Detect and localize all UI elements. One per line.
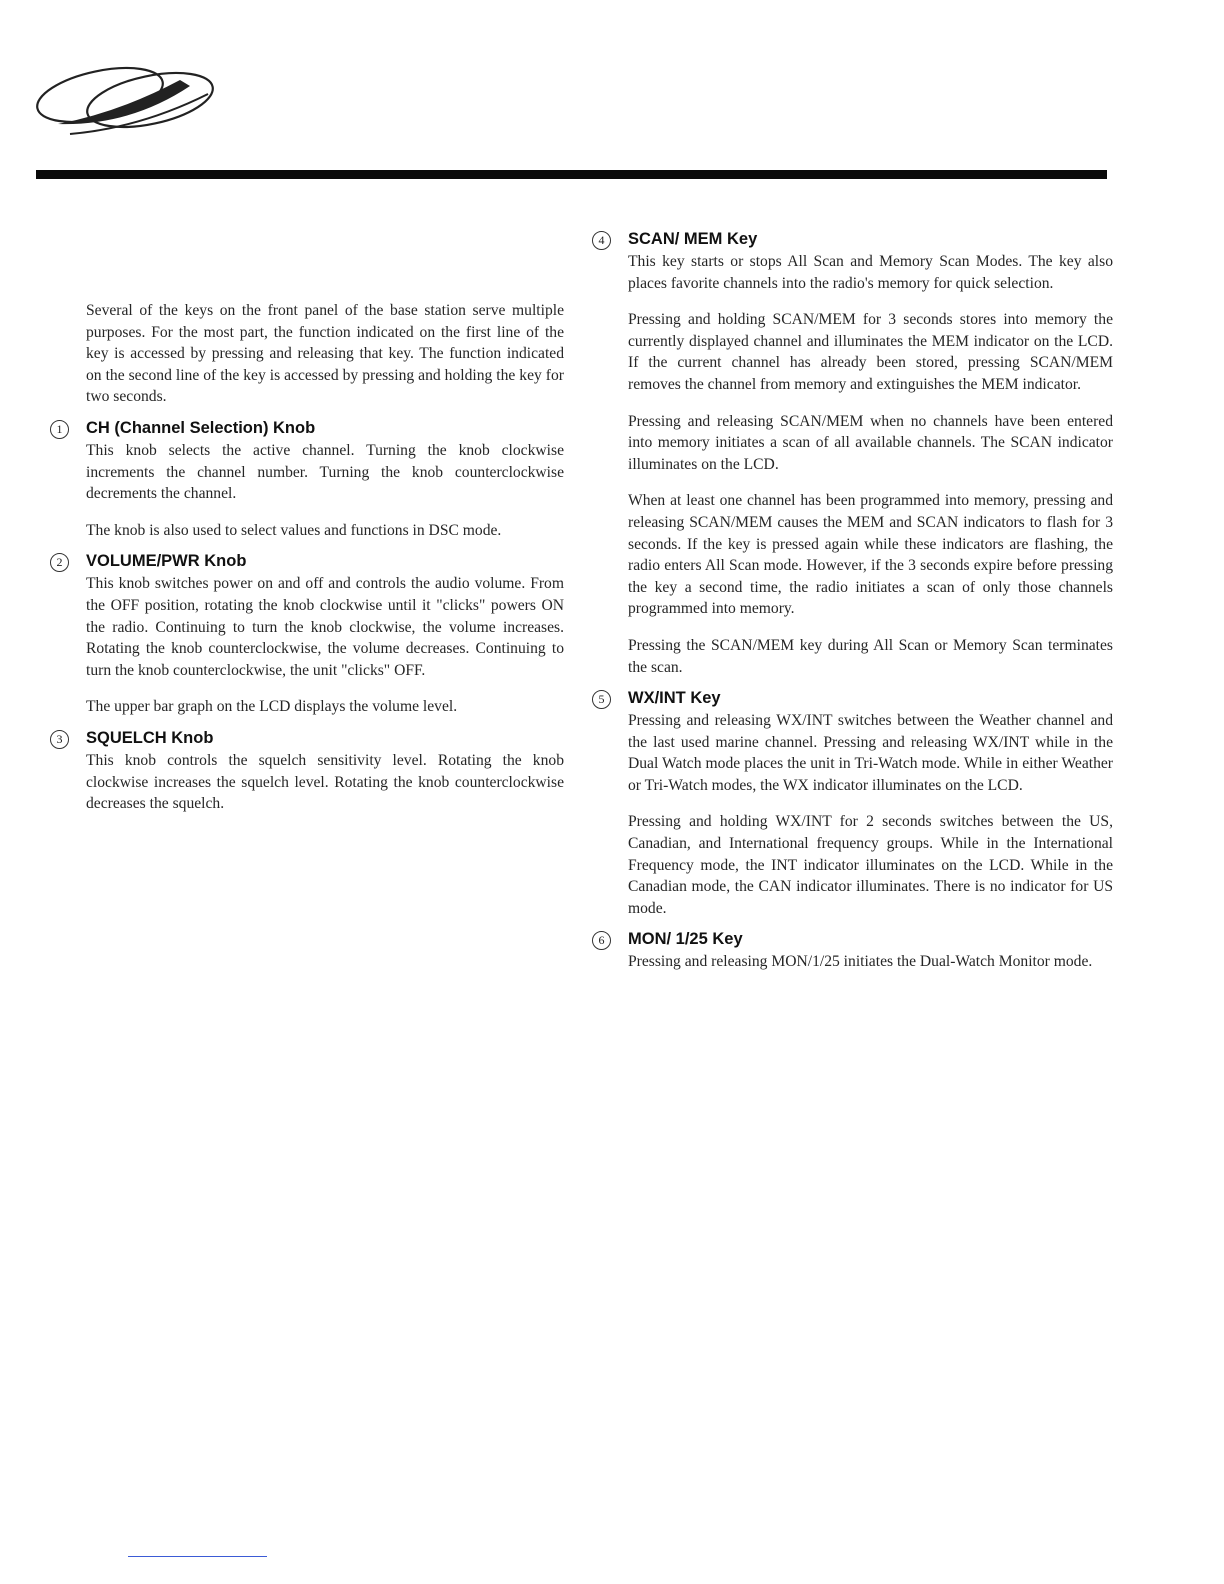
item-wx-int-key (598, 688, 1113, 919)
item-paragraph: When at least one channel has been programmed into memory, pressing and releasing SCAN/MEM causes the MEM and SCAN indicators to flash for 3 seconds. If the key is pressed again while these indicators are flashing, the radio enters All Scan mode. However, if the 3 seconds expire before pressing the key a second time, the radio initiates a scan of only those channels programmed into memory. (628, 492, 1113, 618)
item-title: CH (Channel Selection) Knob (86, 418, 316, 437)
item-title: WX/INT Key (628, 689, 721, 708)
header-rule (36, 170, 1107, 179)
number-1-icon: 1 (50, 420, 69, 439)
number-5-icon: 5 (592, 690, 611, 709)
item-paragraph: Pressing and holding SCAN/MEM for 3 seconds stores into memory the currently displayed channel and illuminates the MEM indicator on the LCD. If the current channel has already been stored, pressing SCAN/MEM removes the channel from memory and extinguishes the MEM indicator. (628, 311, 1113, 393)
item-ch-knob (56, 418, 564, 541)
item-title: MON/ 1/25 Key (628, 930, 743, 949)
number-3-icon: 3 (50, 730, 69, 749)
item-title: VOLUME/PWR Knob (86, 552, 247, 571)
number-6-icon: 6 (592, 931, 611, 950)
item-mon-key (598, 929, 1113, 973)
left-column (56, 300, 564, 815)
item-paragraph: Pressing and holding WX/INT for 2 seconds switches between the US, Canadian, and International frequency groups. While in the International Frequency mode, the INT indicator illuminates on the LCD. While in the Canadian mode, the CAN indicator illuminates. There is no indicator for US mode. (628, 813, 1113, 917)
item-paragraph: Pressing and releasing MON/1/25 initiates the Dual-Watch Monitor mode. (628, 953, 1093, 971)
item-paragraph: The knob is also used to select values and functions in DSC mode. (86, 521, 502, 539)
item-paragraph: Pressing and releasing SCAN/MEM when no channels have been entered into memory initiates a scan of all available channels. The SCAN indicator illuminates on the LCD. (628, 412, 1113, 473)
item-paragraph: Pressing and releasing WX/INT switches between the Weather channel and the last used marine channel. Pressing and releasing WX/INT while in the Dual Watch mode places the unit in Tri-Watch mode. While in either Weather or Tri-Watch modes, the WX indicator illuminates on the LCD. (628, 712, 1113, 794)
item-paragraph: This knob switches power on and off and controls the audio volume. From the OFF position, rotating the knob clockwise until it "clicks" powers ON the radio. Continuing to turn the knob clockwise, the volume increases. Rotating the knob counterclockwise, the volume decreases. Continuing to turn the knob counterclockwise, the unit "clicks" OFF. (86, 575, 564, 679)
number-4-icon: 4 (592, 231, 611, 250)
item-title: SQUELCH Knob (86, 728, 214, 747)
item-paragraph: Pressing the SCAN/MEM key during All Scan or Memory Scan terminates the scan. (628, 636, 1113, 676)
item-title: SCAN/ MEM Key (628, 230, 758, 248)
item-paragraph: This knob selects the active channel. Turning the knob clockwise increments the channel number. Turning the knob counterclockwise decrements the channel. (86, 441, 564, 503)
footer-link-underline[interactable] (128, 1556, 267, 1557)
right-column (598, 229, 1113, 973)
brand-logo (30, 50, 220, 145)
number-2-icon: 2 (50, 553, 69, 572)
item-paragraph: The upper bar graph on the LCD displays the volume level. (86, 698, 458, 716)
item-squelch-knob (56, 728, 564, 815)
item-volume-knob (56, 551, 564, 718)
item-paragraph: This knob controls the squelch sensitivity level. Rotating the knob clockwise increases the squelch level. Rotating the knob counterclockwise decreases the squelch. (86, 751, 564, 813)
item-paragraph: This key starts or stops All Scan and Memory Scan Modes. The key also places favorite channels into the radio's memory for quick selection. (628, 253, 1113, 292)
item-scan-mem-key (598, 229, 1113, 678)
intro-paragraph: Several of the keys on the front panel of the base station serve multiple purposes. For the most part, the function indicated on the first line of the key is accessed by pressing and releasing that key. The function indicated on the second line of the key is accessed by pressing and holding the key for two seconds. (86, 302, 564, 406)
